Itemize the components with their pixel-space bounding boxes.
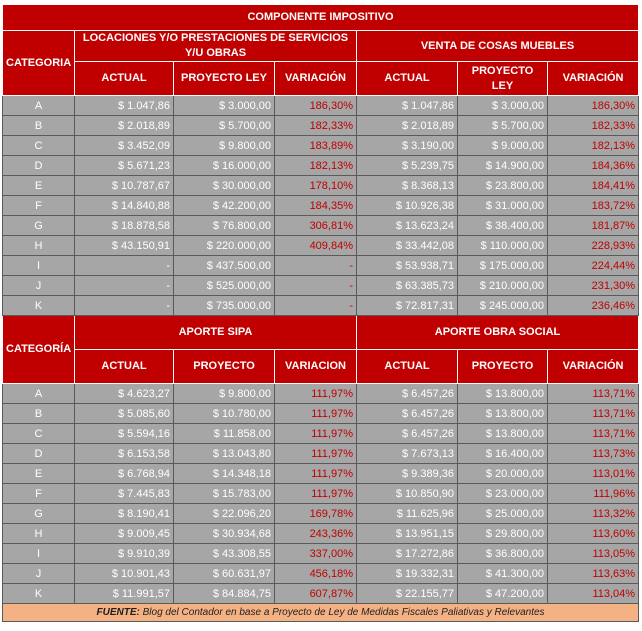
column-header: PROYECTO LEY bbox=[174, 62, 275, 96]
variation-cell: 113,32% bbox=[548, 504, 639, 524]
table-row bbox=[3, 444, 639, 464]
variation-cell: 111,97% bbox=[275, 384, 357, 404]
variation-cell: 186,30% bbox=[275, 96, 357, 116]
category-cell: E bbox=[3, 464, 75, 484]
amount-cell: $ 13.043,80 bbox=[174, 444, 275, 464]
table-row bbox=[3, 196, 639, 216]
variation-cell: - bbox=[275, 276, 357, 296]
category-cell: K bbox=[3, 296, 75, 316]
variation-cell: 186,30% bbox=[548, 96, 639, 116]
category-cell: F bbox=[3, 484, 75, 504]
category-cell: G bbox=[3, 216, 75, 236]
category-cell: A bbox=[3, 96, 75, 116]
table-row bbox=[3, 156, 639, 176]
amount-cell: $ 735.000,00 bbox=[174, 296, 275, 316]
variation-cell: 337,00% bbox=[275, 544, 357, 564]
amount-cell: - bbox=[75, 296, 174, 316]
table-row bbox=[3, 404, 639, 424]
amount-cell: $ 19.332,31 bbox=[357, 564, 458, 584]
amount-cell: $ 22.096,20 bbox=[174, 504, 275, 524]
group-header-locaciones: LOCACIONES Y/O PRESTACIONES DE SERVICIOS Y/U OBRAS bbox=[75, 31, 357, 62]
amount-cell: $ 220.000,00 bbox=[174, 236, 275, 256]
amount-cell: $ 3.000,00 bbox=[174, 96, 275, 116]
group-header-venta: VENTA DE COSAS MUEBLES bbox=[357, 31, 639, 62]
amount-cell: $ 72.817,31 bbox=[357, 296, 458, 316]
amount-cell: $ 6.457,26 bbox=[357, 424, 458, 444]
amount-cell: $ 13.623,24 bbox=[357, 216, 458, 236]
table-row bbox=[3, 524, 639, 544]
variation-cell: 456,18% bbox=[275, 564, 357, 584]
amount-cell: $ 5.239,75 bbox=[357, 156, 458, 176]
variation-cell: 111,97% bbox=[275, 404, 357, 424]
amount-cell: $ 13.951,15 bbox=[357, 524, 458, 544]
amount-cell: $ 76.800,00 bbox=[174, 216, 275, 236]
table-row bbox=[3, 384, 639, 404]
table-row bbox=[3, 176, 639, 196]
amount-cell: $ 525.000,00 bbox=[174, 276, 275, 296]
variation-cell: 111,97% bbox=[275, 484, 357, 504]
table-row bbox=[3, 424, 639, 444]
table-row bbox=[3, 136, 639, 156]
variation-cell: 409,84% bbox=[275, 236, 357, 256]
amount-cell: $ 10.901,43 bbox=[75, 564, 174, 584]
amount-cell: $ 63.385,73 bbox=[357, 276, 458, 296]
variation-cell: 224,44% bbox=[548, 256, 639, 276]
table-row bbox=[3, 216, 639, 236]
category-cell: J bbox=[3, 564, 75, 584]
amount-cell: $ 9.800,00 bbox=[174, 384, 275, 404]
amount-cell: $ 9.000,00 bbox=[458, 136, 548, 156]
variation-cell: 113,60% bbox=[548, 524, 639, 544]
variation-cell: 113,01% bbox=[548, 464, 639, 484]
amount-cell: $ 1.047,86 bbox=[75, 96, 174, 116]
amount-cell: $ 175.000,00 bbox=[458, 256, 548, 276]
amount-cell: $ 210.000,00 bbox=[458, 276, 548, 296]
column-header: VARIACIÓN bbox=[548, 62, 639, 96]
variation-cell: 111,97% bbox=[275, 444, 357, 464]
amount-cell: $ 5.085,60 bbox=[75, 404, 174, 424]
amount-cell: $ 14.840,88 bbox=[75, 196, 174, 216]
variation-cell: 113,63% bbox=[548, 564, 639, 584]
amount-cell: $ 30.934,68 bbox=[174, 524, 275, 544]
variation-cell: 113,71% bbox=[548, 404, 639, 424]
category-cell: C bbox=[3, 136, 75, 156]
table-row bbox=[3, 484, 639, 504]
group-header-obra-social: APORTE OBRA SOCIAL bbox=[357, 316, 639, 350]
variation-cell: 182,33% bbox=[275, 116, 357, 136]
category-cell: B bbox=[3, 404, 75, 424]
variation-cell: 113,73% bbox=[548, 444, 639, 464]
column-header: ACTUAL bbox=[75, 62, 174, 96]
variation-cell: - bbox=[275, 256, 357, 276]
amount-cell: $ 5.700,00 bbox=[174, 116, 275, 136]
amount-cell: $ 10.787,67 bbox=[75, 176, 174, 196]
variation-cell: 181,87% bbox=[548, 216, 639, 236]
variation-cell: 169,78% bbox=[275, 504, 357, 524]
amount-cell: $ 6.457,26 bbox=[357, 384, 458, 404]
amount-cell: $ 41.300,00 bbox=[458, 564, 548, 584]
amount-cell: $ 23.000,00 bbox=[458, 484, 548, 504]
column-header: ACTUAL bbox=[357, 350, 458, 384]
amount-cell: $ 5.594,16 bbox=[75, 424, 174, 444]
variation-cell: 111,96% bbox=[548, 484, 639, 504]
amount-cell: $ 3.000,00 bbox=[458, 96, 548, 116]
amount-cell: $ 9.800,00 bbox=[174, 136, 275, 156]
amount-cell: $ 9.389,36 bbox=[357, 464, 458, 484]
amount-cell: $ 17.272,86 bbox=[357, 544, 458, 564]
amount-cell: $ 9.009,45 bbox=[75, 524, 174, 544]
category-cell: I bbox=[3, 256, 75, 276]
variation-cell: 183,89% bbox=[275, 136, 357, 156]
amount-cell: $ 14.900,00 bbox=[458, 156, 548, 176]
spreadsheet bbox=[2, 4, 638, 629]
table-row bbox=[3, 116, 639, 136]
variation-cell: 178,10% bbox=[275, 176, 357, 196]
amount-cell: $ 13.800,00 bbox=[458, 384, 548, 404]
amount-cell: $ 30.000,00 bbox=[174, 176, 275, 196]
variation-cell: 182,33% bbox=[548, 116, 639, 136]
amount-cell: $ 245.000,00 bbox=[458, 296, 548, 316]
amount-cell: $ 13.800,00 bbox=[458, 424, 548, 444]
column-header: VARIACIÓN bbox=[275, 62, 357, 96]
amount-cell: $ 2.018,89 bbox=[357, 116, 458, 136]
category-cell: G bbox=[3, 504, 75, 524]
category-cell: A bbox=[3, 384, 75, 404]
amount-cell: $ 8.190,41 bbox=[75, 504, 174, 524]
table-row bbox=[3, 584, 639, 604]
amount-cell: $ 53.938,71 bbox=[357, 256, 458, 276]
category-cell: J bbox=[3, 276, 75, 296]
table-row bbox=[3, 96, 639, 116]
category-cell: K bbox=[3, 584, 75, 604]
variation-cell: 243,36% bbox=[275, 524, 357, 544]
category-cell: B bbox=[3, 116, 75, 136]
amount-cell: $ 38.400,00 bbox=[458, 216, 548, 236]
amount-cell: - bbox=[75, 256, 174, 276]
amount-cell: $ 36.800,00 bbox=[458, 544, 548, 564]
category-cell: H bbox=[3, 236, 75, 256]
variation-cell: 228,93% bbox=[548, 236, 639, 256]
column-header: PROYECTO bbox=[174, 350, 275, 384]
variation-cell: 183,72% bbox=[548, 196, 639, 216]
amount-cell: $ 31.000,00 bbox=[458, 196, 548, 216]
amount-cell: $ 9.910,39 bbox=[75, 544, 174, 564]
amount-cell: $ 1.047,86 bbox=[357, 96, 458, 116]
amount-cell: $ 10.850,90 bbox=[357, 484, 458, 504]
variation-cell: 236,46% bbox=[548, 296, 639, 316]
amount-cell: - bbox=[75, 276, 174, 296]
tax-comparison-table bbox=[2, 4, 639, 622]
amount-cell: $ 16.000,00 bbox=[174, 156, 275, 176]
variation-cell: 182,13% bbox=[275, 156, 357, 176]
amount-cell: $ 11.625,96 bbox=[357, 504, 458, 524]
variation-cell: 306,81% bbox=[275, 216, 357, 236]
amount-cell: $ 7.445,83 bbox=[75, 484, 174, 504]
source-label: FUENTE: bbox=[96, 607, 140, 618]
category-cell: D bbox=[3, 444, 75, 464]
category-cell: F bbox=[3, 196, 75, 216]
amount-cell: $ 22.155,77 bbox=[357, 584, 458, 604]
amount-cell: $ 6.768,94 bbox=[75, 464, 174, 484]
column-header: ACTUAL bbox=[75, 350, 174, 384]
amount-cell: $ 5.700,00 bbox=[458, 116, 548, 136]
table-row bbox=[3, 504, 639, 524]
category-cell: E bbox=[3, 176, 75, 196]
category-cell: C bbox=[3, 424, 75, 444]
amount-cell: $ 42.200,00 bbox=[174, 196, 275, 216]
amount-cell: $ 20.000,00 bbox=[458, 464, 548, 484]
amount-cell: $ 8.368,13 bbox=[357, 176, 458, 196]
amount-cell: $ 15.783,00 bbox=[174, 484, 275, 504]
variation-cell: 113,71% bbox=[548, 384, 639, 404]
amount-cell: $ 10.926,38 bbox=[357, 196, 458, 216]
amount-cell: $ 23.800,00 bbox=[458, 176, 548, 196]
table-row bbox=[3, 296, 639, 316]
variation-cell: 111,97% bbox=[275, 464, 357, 484]
amount-cell: $ 5.671,23 bbox=[75, 156, 174, 176]
variation-cell: 184,36% bbox=[548, 156, 639, 176]
amount-cell: $ 14.348,18 bbox=[174, 464, 275, 484]
amount-cell: $ 4.623,27 bbox=[75, 384, 174, 404]
amount-cell: $ 7.673,13 bbox=[357, 444, 458, 464]
amount-cell: $ 43.150,91 bbox=[75, 236, 174, 256]
table-row bbox=[3, 276, 639, 296]
variation-cell: - bbox=[275, 296, 357, 316]
amount-cell: $ 110.000,00 bbox=[458, 236, 548, 256]
amount-cell: $ 16.400,00 bbox=[458, 444, 548, 464]
amount-cell: $ 11.858,00 bbox=[174, 424, 275, 444]
categoria-header-2: CATEGORÍA bbox=[3, 316, 75, 384]
column-header: ACTUAL bbox=[357, 62, 458, 96]
amount-cell: $ 25.000,00 bbox=[458, 504, 548, 524]
table-row bbox=[3, 464, 639, 484]
variation-cell: 113,04% bbox=[548, 584, 639, 604]
category-cell: I bbox=[3, 544, 75, 564]
variation-cell: 607,87% bbox=[275, 584, 357, 604]
amount-cell: $ 10.780,00 bbox=[174, 404, 275, 424]
amount-cell: $ 6.457,26 bbox=[357, 404, 458, 424]
source-text: Blog del Contador en base a Proyecto de Ley de Medidas Fiscales Paliativas y Relevantes bbox=[142, 607, 545, 618]
variation-cell: 113,05% bbox=[548, 544, 639, 564]
source-footer bbox=[3, 604, 639, 622]
column-header: VARIACION bbox=[275, 350, 357, 384]
amount-cell: $ 6.153,58 bbox=[75, 444, 174, 464]
table-row bbox=[3, 564, 639, 584]
variation-cell: 182,13% bbox=[548, 136, 639, 156]
amount-cell: $ 43.308,55 bbox=[174, 544, 275, 564]
table-row bbox=[3, 256, 639, 276]
amount-cell: $ 47.200,00 bbox=[458, 584, 548, 604]
column-header: VARIACIÓN bbox=[548, 350, 639, 384]
amount-cell: $ 437.500,00 bbox=[174, 256, 275, 276]
amount-cell: $ 3.190,00 bbox=[357, 136, 458, 156]
category-cell: H bbox=[3, 524, 75, 544]
amount-cell: $ 11.991,57 bbox=[75, 584, 174, 604]
group-header-sipa: APORTE SIPA bbox=[75, 316, 357, 350]
variation-cell: 231,30% bbox=[548, 276, 639, 296]
amount-cell: $ 60.631,97 bbox=[174, 564, 275, 584]
variation-cell: 111,97% bbox=[275, 424, 357, 444]
table-row bbox=[3, 236, 639, 256]
variation-cell: 184,35% bbox=[275, 196, 357, 216]
amount-cell: $ 3.452,09 bbox=[75, 136, 174, 156]
variation-cell: 113,71% bbox=[548, 424, 639, 444]
column-header: PROYECTO bbox=[458, 350, 548, 384]
table-row bbox=[3, 544, 639, 564]
amount-cell: $ 13.800,00 bbox=[458, 404, 548, 424]
amount-cell: $ 29.800,00 bbox=[458, 524, 548, 544]
category-cell: D bbox=[3, 156, 75, 176]
categoria-header: CATEGORIA bbox=[3, 31, 75, 96]
column-header: PROYECTO LEY bbox=[458, 62, 548, 96]
amount-cell: $ 2.018,89 bbox=[75, 116, 174, 136]
amount-cell: $ 18.878,58 bbox=[75, 216, 174, 236]
variation-cell: 184,41% bbox=[548, 176, 639, 196]
amount-cell: $ 33.442,08 bbox=[357, 236, 458, 256]
page-title: COMPONENTE IMPOSITIVO bbox=[3, 5, 639, 31]
amount-cell: $ 84.884,75 bbox=[174, 584, 275, 604]
